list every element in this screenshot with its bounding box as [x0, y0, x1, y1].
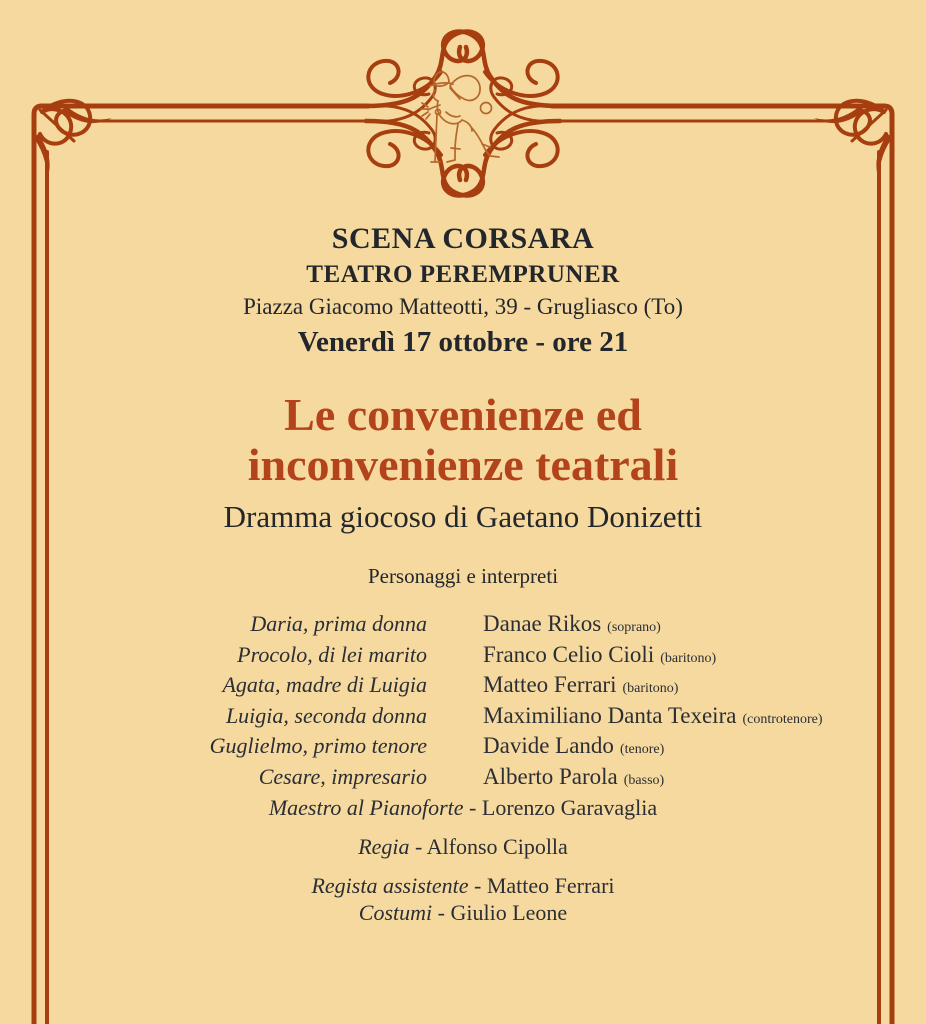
performer-name: Franco Celio Cioli	[483, 641, 655, 667]
performer-voice: (controtenore)	[742, 711, 823, 727]
performer-name: Matteo Ferrari	[483, 672, 617, 697]
performer-name: Alberto Parola	[483, 763, 618, 789]
credit-name: Matteo Ferrari	[486, 873, 615, 898]
credit-line	[0, 873, 926, 898]
cast-performer	[483, 672, 926, 703]
cast-row	[0, 611, 926, 642]
cast-list	[0, 611, 926, 794]
cast-role: Luigia, seconda donna	[225, 702, 427, 728]
opera-title	[0, 390, 926, 490]
cast-row	[0, 733, 926, 764]
company-name: SCENA CORSARA	[331, 222, 595, 255]
credit-name: Lorenzo Garavaglia	[481, 795, 658, 820]
performer-voice: (baritono)	[622, 681, 679, 696]
credit-separator: -	[469, 795, 477, 820]
cast-row	[0, 642, 926, 673]
credit-role: Regista assistente	[311, 873, 469, 898]
cast-performer	[483, 703, 926, 734]
cast-role: Guglielmo, primo tenore	[209, 733, 427, 758]
performer-name: Danae Rikos	[483, 611, 602, 636]
performer-voice: (soprano)	[607, 620, 661, 635]
cast-performer	[483, 642, 926, 673]
credits-list	[0, 795, 926, 925]
performer-voice: (basso)	[623, 772, 665, 788]
performer-name: Davide Lando	[483, 733, 614, 758]
cast-performer	[483, 764, 926, 795]
cast-performer	[483, 733, 926, 764]
credit-role: Regia	[358, 834, 410, 859]
event-datetime: Venerdì 17 ottobre - ore 21	[297, 326, 629, 358]
credit-name: Giulio Leone	[450, 900, 568, 925]
credit-name: Alfonso Cipolla	[426, 834, 568, 859]
cast-row	[0, 703, 926, 734]
cast-performer	[483, 611, 926, 642]
credit-role: Costumi	[358, 900, 433, 925]
opera-title-line2: inconvenienze teatrali	[247, 439, 679, 490]
performer-name: Maximiliano Danta Texeira	[483, 702, 737, 728]
theater-address: Piazza Giacomo Matteotti, 39 - Grugliasco (To)	[243, 294, 683, 319]
credit-line	[0, 795, 926, 820]
performer-voice: (baritono)	[660, 650, 717, 666]
credit-separator: -	[474, 873, 482, 898]
opera-title-line1: Le convenienze ed	[284, 389, 642, 440]
credit-role: Maestro al Pianoforte	[268, 795, 464, 820]
cast-role: Cesare, impresario	[258, 763, 427, 789]
cast-row	[0, 764, 926, 795]
cast-role: Procolo, di lei marito	[237, 641, 427, 667]
credit-separator: -	[437, 900, 445, 925]
theater-name: TEATRO PEREMPRUNER	[306, 261, 620, 288]
credit-separator: -	[415, 834, 423, 859]
cast-heading: Personaggi e interpreti	[367, 564, 559, 588]
cast-role: Agata, madre di Luigia	[222, 672, 427, 697]
cast-role: Daria, prima donna	[250, 611, 427, 636]
opera-subtitle: Dramma giocoso di Gaetano Donizetti	[223, 499, 703, 534]
performer-voice: (tenore)	[619, 742, 665, 757]
credit-line	[0, 834, 926, 859]
credit-line	[0, 900, 926, 925]
cast-row	[0, 672, 926, 703]
